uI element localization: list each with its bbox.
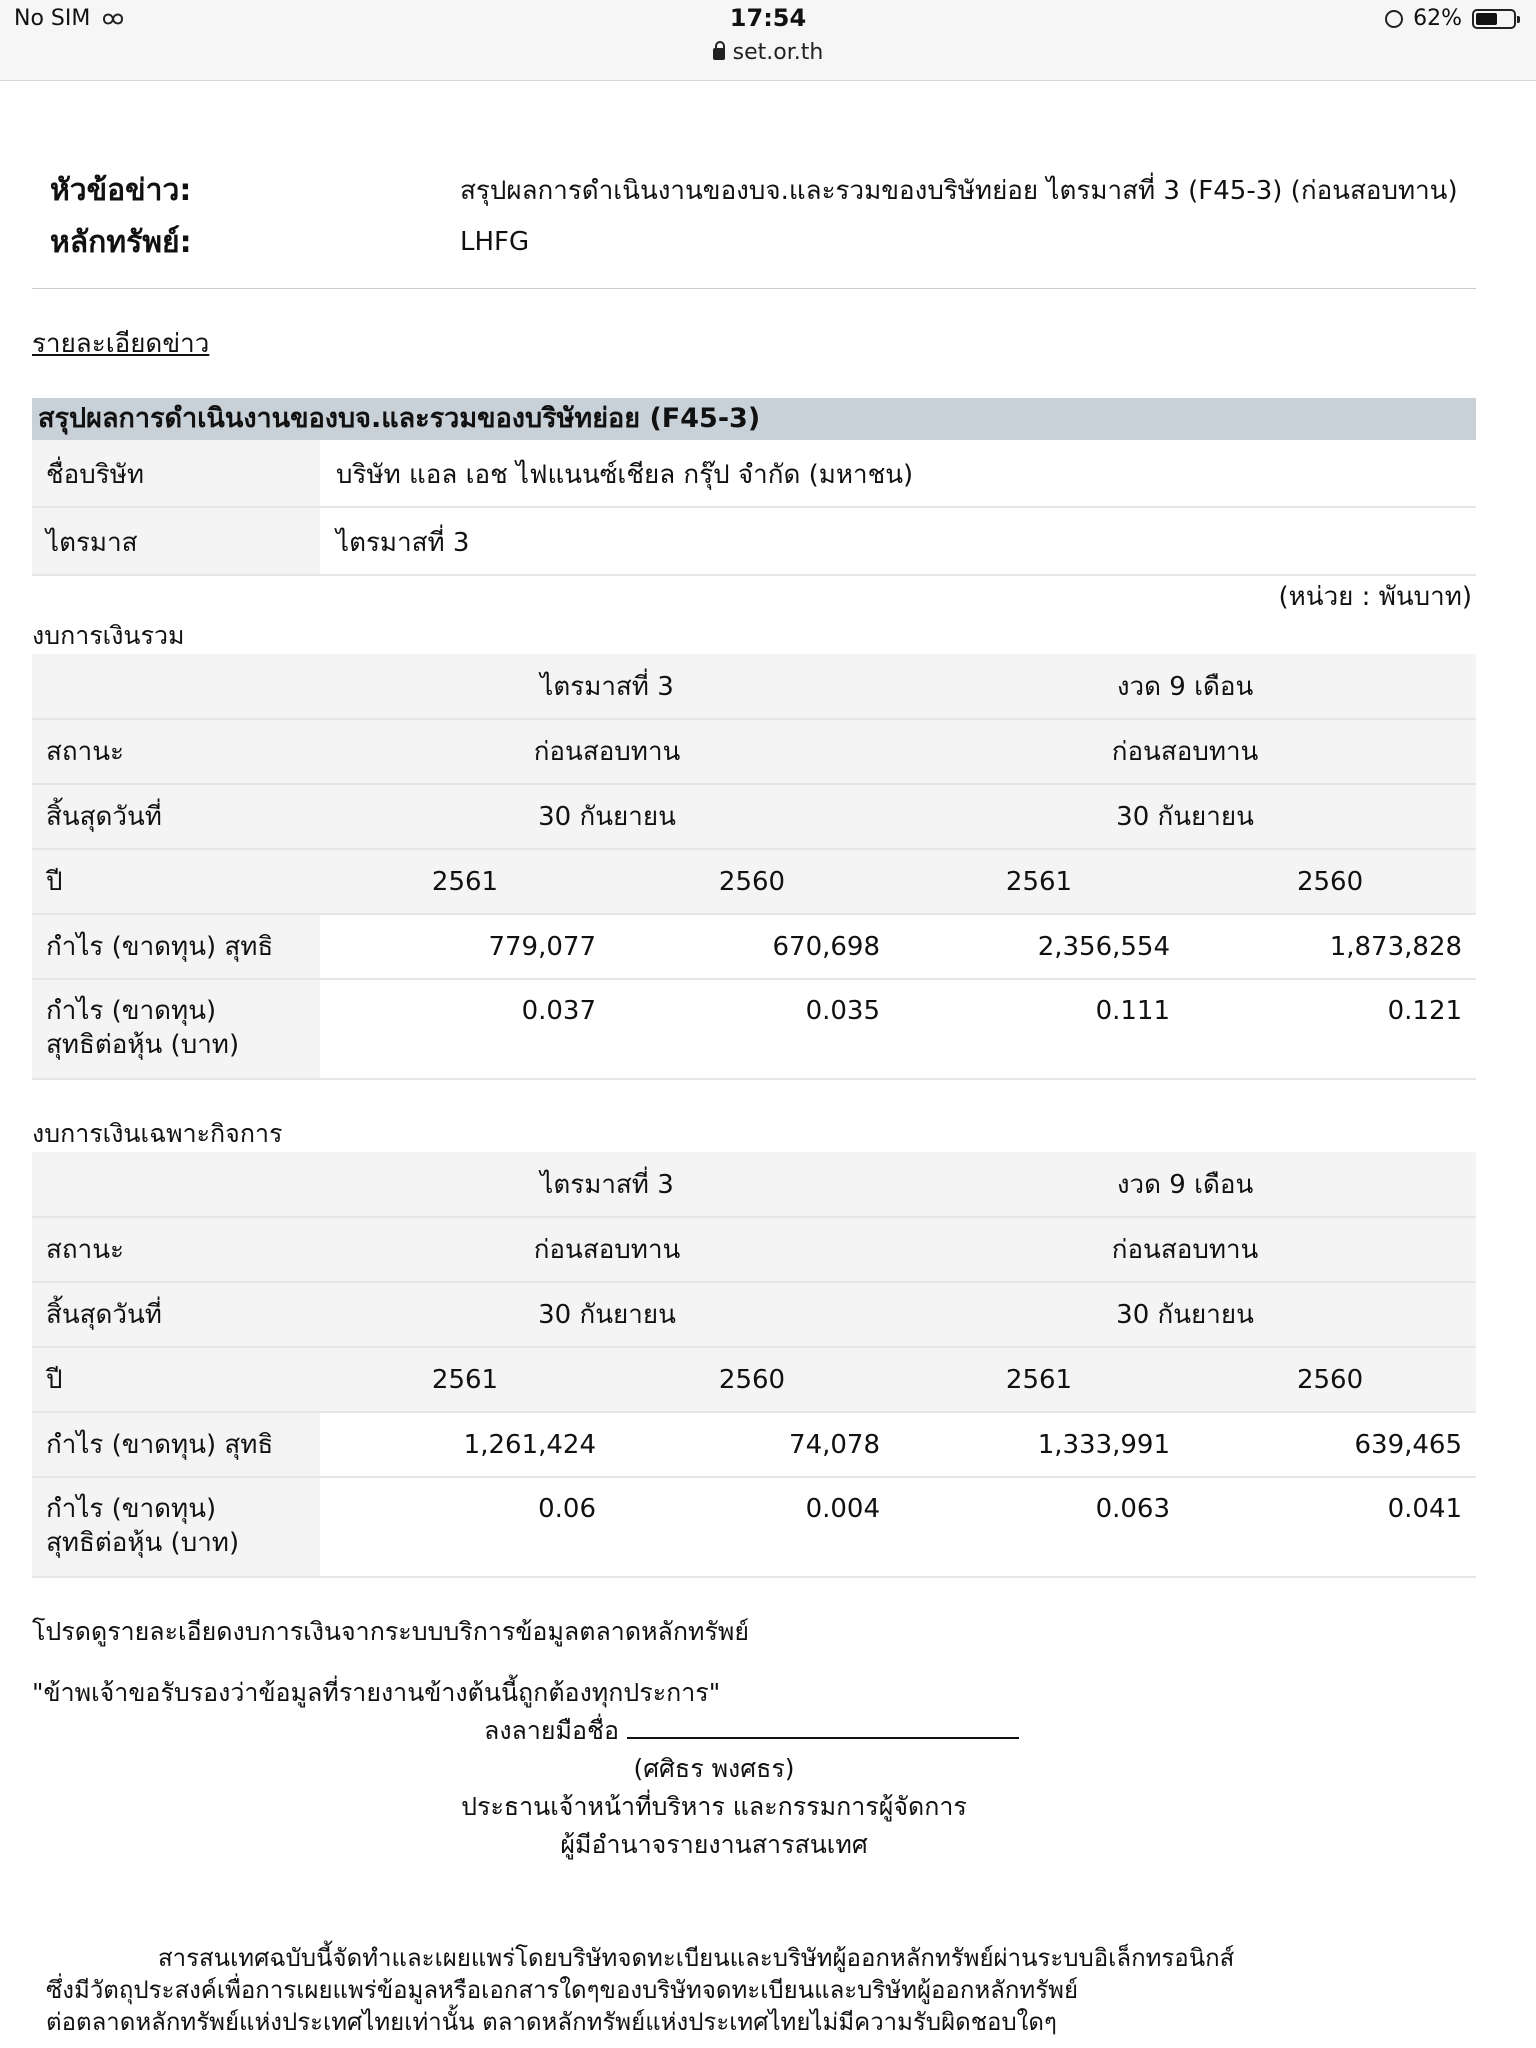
status-9m: ก่อนสอบทาน: [894, 1217, 1476, 1282]
eps-label: [32, 979, 320, 1079]
url-text: set.or.th: [732, 40, 824, 65]
quarter-row: [32, 508, 1476, 576]
status-quarter: ก่อนสอบทาน: [320, 719, 894, 784]
eps-cell: 0.063: [894, 1477, 1184, 1577]
net-profit-label: กำไร (ขาดทุน) สุทธิ: [32, 914, 320, 979]
year-row: [32, 1347, 1476, 1412]
see-details-text: โปรดดูรายละเอียดงบการเงินจากระบบบริการข้อมูลตลาดหลักทรัพย์: [32, 1617, 750, 1646]
disclaimer: [32, 1942, 1476, 2038]
year-cell: 2560: [1184, 849, 1476, 914]
security-value: LHFG: [460, 227, 530, 257]
signer-name: (ศศิธร พงศธร): [633, 1754, 795, 1783]
year-cell: 2561: [894, 1347, 1184, 1412]
eps-label-line1: กำไร (ขาดทุน): [46, 996, 217, 1026]
topic-row: [32, 164, 1476, 216]
net-profit-cell: 2,356,554: [894, 914, 1184, 979]
status-9m: ก่อนสอบทาน: [894, 719, 1476, 784]
end-date-9m: 30 กันยายน: [894, 1282, 1476, 1347]
eps-label-line2: สุทธิต่อหุ้น (บาท): [46, 1528, 240, 1558]
year-cell: 2560: [610, 849, 894, 914]
net-profit-cell: 1,873,828: [1184, 914, 1476, 979]
company-row: [32, 440, 1476, 508]
carrier-label: No SIM: [14, 6, 91, 31]
end-date-row: [32, 1282, 1476, 1347]
period-quarter: ไตรมาสที่ 3: [320, 1152, 894, 1217]
sign-label: ลงลายมือชื่อ: [484, 1716, 620, 1745]
eps-row: [32, 979, 1476, 1079]
eps-cell: 0.041: [1184, 1477, 1476, 1577]
period-9m: งวด 9 เดือน: [894, 654, 1476, 719]
end-date-quarter: 30 กันยายน: [320, 784, 894, 849]
net-profit-cell: 1,333,991: [894, 1412, 1184, 1477]
eps-cell: 0.037: [320, 979, 610, 1079]
company-label: ชื่อบริษัท: [32, 440, 320, 506]
status-right: [1385, 6, 1516, 31]
signer-title: ประธานเจ้าหน้าที่บริหาร และกรรมการผู้จัดการ: [461, 1792, 967, 1821]
status-quarter: ก่อนสอบทาน: [320, 1217, 894, 1282]
status-row: [32, 1217, 1476, 1282]
clock: 17:54: [729, 4, 807, 32]
net-profit-cell: 639,465: [1184, 1412, 1476, 1477]
eps-cell: 0.121: [1184, 979, 1476, 1079]
eps-label-line2: สุทธิต่อหุ้น (บาท): [46, 1030, 240, 1060]
rotation-lock-icon: [1385, 10, 1403, 28]
signer-block: [0, 1750, 1436, 1864]
year-cell: 2560: [610, 1347, 894, 1412]
quarter-value: ไตรมาสที่ 3: [336, 528, 470, 558]
unit-label: (หน่วย : พันบาท): [1278, 582, 1472, 612]
battery-icon: [1472, 9, 1516, 29]
net-profit-cell: 74,078: [610, 1412, 894, 1477]
year-label: ปี: [32, 849, 320, 914]
section-title: สรุปผลการดำเนินงานของบจ.และรวมของบริษัทย่อย (F45-3): [32, 398, 1476, 440]
year-cell: 2561: [894, 849, 1184, 914]
consolidated-title: งบการเงินรวม: [32, 621, 185, 650]
end-date-label: สิ้นสุดวันที่: [32, 784, 320, 849]
eps-cell: 0.06: [320, 1477, 610, 1577]
news-details-link[interactable]: รายละเอียดข่าว: [32, 329, 210, 359]
battery-percent: 62%: [1413, 6, 1462, 31]
eps-cell: 0.035: [610, 979, 894, 1079]
address-bar[interactable]: [0, 40, 1536, 65]
period-9m: งวด 9 เดือน: [894, 1152, 1476, 1217]
end-date-label: สิ้นสุดวันที่: [32, 1282, 320, 1347]
disclaimer-line: ต่อตลาดหลักทรัพย์แห่งประเทศไทยเท่านั้น ตลาดหลักทรัพย์แห่งประเทศไทยไม่มีความรับผิดชอบใดๆ: [46, 2008, 1057, 2036]
net-profit-label: กำไร (ขาดทุน) สุทธิ: [32, 1412, 320, 1477]
net-profit-cell: 670,698: [610, 914, 894, 979]
battery-fill: [1476, 13, 1497, 25]
net-profit-cell: 779,077: [320, 914, 610, 979]
quarter-label: ไตรมาส: [32, 508, 320, 574]
status-bar: [0, 0, 1536, 81]
company-value: บริษัท แอล เอช ไฟแนนซ์เชียล กรุ๊ป จำกัด (มหาชน): [336, 460, 914, 490]
signature-underline: [627, 1737, 1019, 1739]
signer-role: ผู้มีอำนาจรายงานสารสนเทศ: [560, 1830, 868, 1859]
eps-label: [32, 1477, 320, 1577]
period-row: [32, 1152, 1476, 1217]
period-quarter: ไตรมาสที่ 3: [320, 654, 894, 719]
topic-label: หัวข้อข่าว:: [50, 172, 192, 208]
status-label: สถานะ: [32, 1217, 320, 1282]
disclaimer-line: สารสนเทศฉบับนี้จัดทำและเผยแพร่โดยบริษัทจดทะเบียนและบริษัทผู้ออกหลักทรัพย์ผ่านระบบอิเล็กทรอนิกส์: [158, 1944, 1235, 1972]
end-date-row: [32, 784, 1476, 849]
year-cell: 2561: [320, 849, 610, 914]
eps-row: [32, 1477, 1476, 1577]
eps-label-line1: กำไร (ขาดทุน): [46, 1494, 217, 1524]
consolidated-table: [32, 654, 1476, 1080]
separate-table: [32, 1152, 1476, 1578]
certify-text: "ข้าพเจ้าขอรับรองว่าข้อมูลที่รายงานข้างต้นนี้ถูกต้องทุกประการ": [32, 1678, 721, 1707]
status-label: สถานะ: [32, 719, 320, 784]
status-row: [32, 719, 1476, 784]
end-date-9m: 30 กันยายน: [894, 784, 1476, 849]
year-cell: 2560: [1184, 1347, 1476, 1412]
security-label: หลักทรัพย์:: [50, 224, 192, 260]
disclaimer-line: ซึ่งมีวัตถุประสงค์เพื่อการเผยแพร่ข้อมูลหรือเอกสารใดๆของบริษัทจดทะเบียนและบริษัทผู้ออกหลักทรัพย์: [46, 1976, 1079, 2004]
separate-title: งบการเงินเฉพาะกิจการ: [32, 1119, 283, 1148]
net-profit-row: [32, 914, 1476, 979]
eps-cell: 0.004: [610, 1477, 894, 1577]
year-row: [32, 849, 1476, 914]
news-content: [32, 80, 1476, 2038]
net-profit-cell: 1,261,424: [320, 1412, 610, 1477]
period-row: [32, 654, 1476, 719]
signature-line: [32, 1712, 1476, 1750]
security-row: [32, 216, 1476, 268]
lock-icon: [713, 48, 725, 60]
end-date-quarter: 30 กันยายน: [320, 1282, 894, 1347]
topic-value: สรุปผลการดำเนินงานของบจ.และรวมของบริษัทย่อย ไตรมาสที่ 3 (F45-3) (ก่อนสอบทาน): [460, 175, 1458, 206]
net-profit-row: [32, 1412, 1476, 1477]
year-label: ปี: [32, 1347, 320, 1412]
eps-cell: 0.111: [894, 979, 1184, 1079]
year-cell: 2561: [320, 1347, 610, 1412]
